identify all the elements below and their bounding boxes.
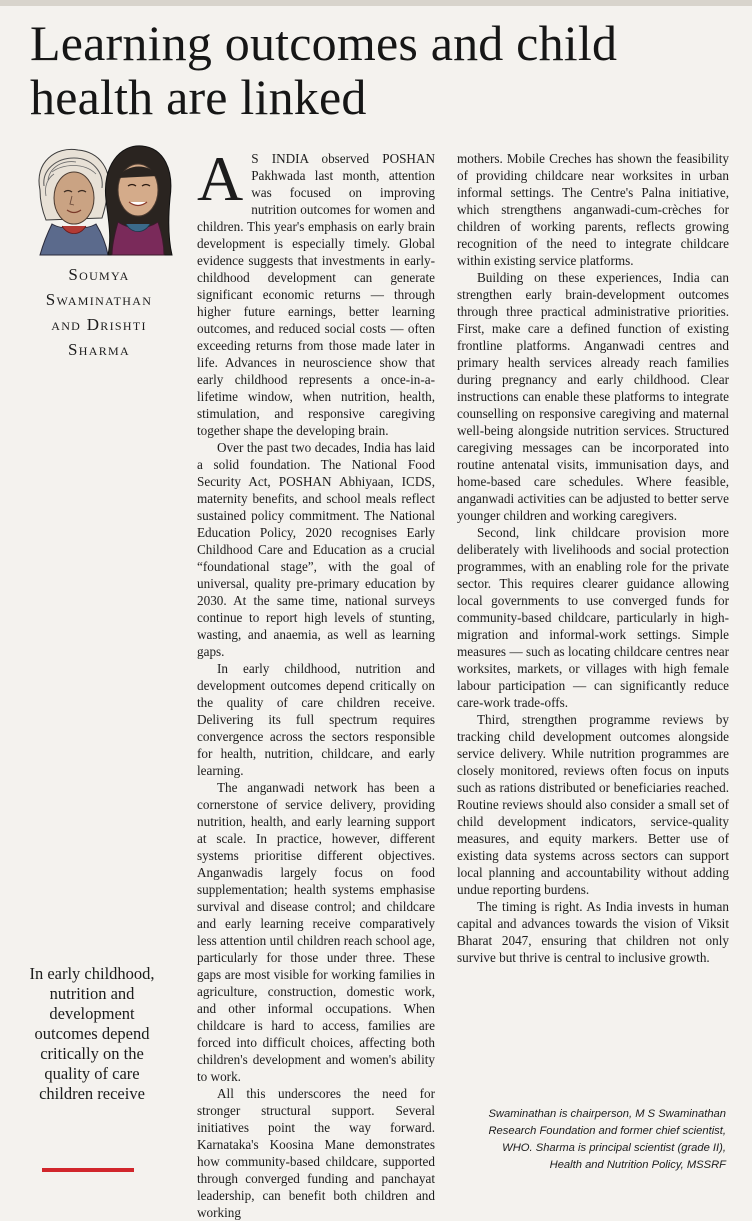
article-paragraph: mothers. Mobile Creches has shown the feasibility of providing childcare near worksites in urban informal settings. The Centre's Palna initiative, which strengthens anganwadi-cum-crèches for children of working parents, reflects growing recognition of the need to integrate childcare within existing service platforms. xyxy=(457,151,729,268)
headline: Learning outcomes and child health are linked xyxy=(30,15,618,125)
portrait-soumya-swaminathan xyxy=(39,149,109,255)
top-border-rule xyxy=(0,0,752,6)
article-column-1 xyxy=(197,143,435,1221)
author-portrait-illustration xyxy=(22,140,172,255)
article-paragraph: Second, link childcare provision more deliberately with livelihoods and social protection programmes, with an enabling role for the private sector. This requires clearer guidance allowing local governments to use converged funds for community-based childcare, particularly in high-migration and informal-work settings. Simple measures — such as locating childcare centres near worksites, markets, or villages with high female labour participation — can significantly reduce care-work trade-offs. xyxy=(457,525,729,710)
article-paragraph: The timing is right. As India invests in human capital and advances towards the vision of Viksit Bharat 2047, ensuring that children not only survive but thrive is central to inclusive growth. xyxy=(457,899,729,965)
article-column-2 xyxy=(457,150,729,966)
credit-line: Health and Nutrition Policy, MSSRF xyxy=(549,1159,726,1171)
author-credit xyxy=(458,1106,726,1174)
paragraph-text: S INDIA observed POSHAN Pakhwada last month, attention was focused on improving nutrition outcomes for women and children. This year's emphasis on early brain development is especially timely. Global evidence suggests that investments in early-childhood development can generate significant economic returns — through higher future earnings, better learning outcomes, and reduced social costs — often exceeding returns from those made later in life. Advances in neuroscience show that early childhood represents a once-in-a-lifetime window, when nutrition, health, stimulation, and responsive caregiving together shape the developing brain. xyxy=(197,151,435,438)
byline-line: Sharma xyxy=(68,340,130,359)
credit-line: Swaminathan is chairperson, M S Swaminathan xyxy=(488,1108,726,1120)
pull-quote: In early childhood, nutrition and development outcomes depend critically on the quality of care children receive xyxy=(29,964,155,1103)
byline-line: and Drishti xyxy=(51,315,147,334)
drop-cap: A xyxy=(197,143,244,214)
pull-quote-red-rule xyxy=(42,1168,134,1172)
article-paragraph: In early childhood, nutrition and development outcomes depend critically on the quality of care children receive. Delivering its full spectrum requires convergence across the sectors responsible for health, nutrition, childcare, and early learning. xyxy=(197,661,435,778)
article-paragraph: Building on these experiences, India can strengthen early brain-development outcomes through three practical administrative priorities. First, make care a defined function of existing frontline platforms. Anganwadi centres and primary health services already reach families during pregnancy and early childhood. Clear instructions can enable these platforms to integrate counselling on responsive caregiving and maternal well-being alongside nutrition services. Structured caregiving messages can be incorporated into routine antenatal visits, immunisation days, and home-based care schedules. Where feasible, anganwadi activities can be adjusted to better serve younger children and working caregivers. xyxy=(457,270,729,523)
article-paragraph: The anganwadi network has been a cornerstone of service delivery, providing nutrition, health, and early learning support at scale. In practice, however, different systems prioritise different objectives. Anganwadis largely focus on food supplementation; health systems emphasise survival and disease control; and childcare and early learning receive comparatively less attention until children reach school age, particularly for those under three. These gaps are most visible for working families in agriculture, construction, domestic work, and other informal occupations. When childcare is hard to access, families are forced into difficult choices, affecting both children's development and women's ability to work. xyxy=(197,780,435,1084)
byline-line: Soumya xyxy=(68,265,130,284)
portrait-drishti-sharma xyxy=(105,146,172,255)
byline-line: Swaminathan xyxy=(45,290,153,309)
article-paragraph: Over the past two decades, India has laid a solid foundation. The National Food Security Act, POSHAN Abhiyaan, ICDS, maternity benefits, and school meals reflect sustained policy commitment. The National Education Policy, 2020 recognises Early Childhood Care and Education as a crucial “foundational stage”, with the goal of universal, quality pre-primary education by 2030. At the same time, national surveys continue to report high levels of stunting, wasting, and anaemia, as well as learning gaps. xyxy=(197,440,435,659)
author-byline xyxy=(14,262,184,362)
article-paragraph: All this underscores the need for stronger structural support. Several initiatives point the way forward. Karnataka's Koosina Mane demonstrates how community-based childcare, supported through converged funding and panchayat leadership, can benefit both children and working xyxy=(197,1086,435,1220)
article-paragraph: Third, strengthen programme reviews by tracking child development outcomes alongside service delivery. While nutrition programmes are closely monitored, reviews often focus on inputs such as rations distributed or beneficiaries reached. Routine reviews should also consider a small set of child development indicators, service-quality measures, and equity markers. Better use of existing data systems across sectors can support local planning and accountability without adding undue reporting burdens. xyxy=(457,712,729,897)
credit-line: Research Foundation and former chief scientist, xyxy=(488,1125,726,1137)
credit-line: WHO. Sharma is principal scientist (grade II), xyxy=(502,1142,726,1154)
article-paragraph xyxy=(197,143,435,439)
